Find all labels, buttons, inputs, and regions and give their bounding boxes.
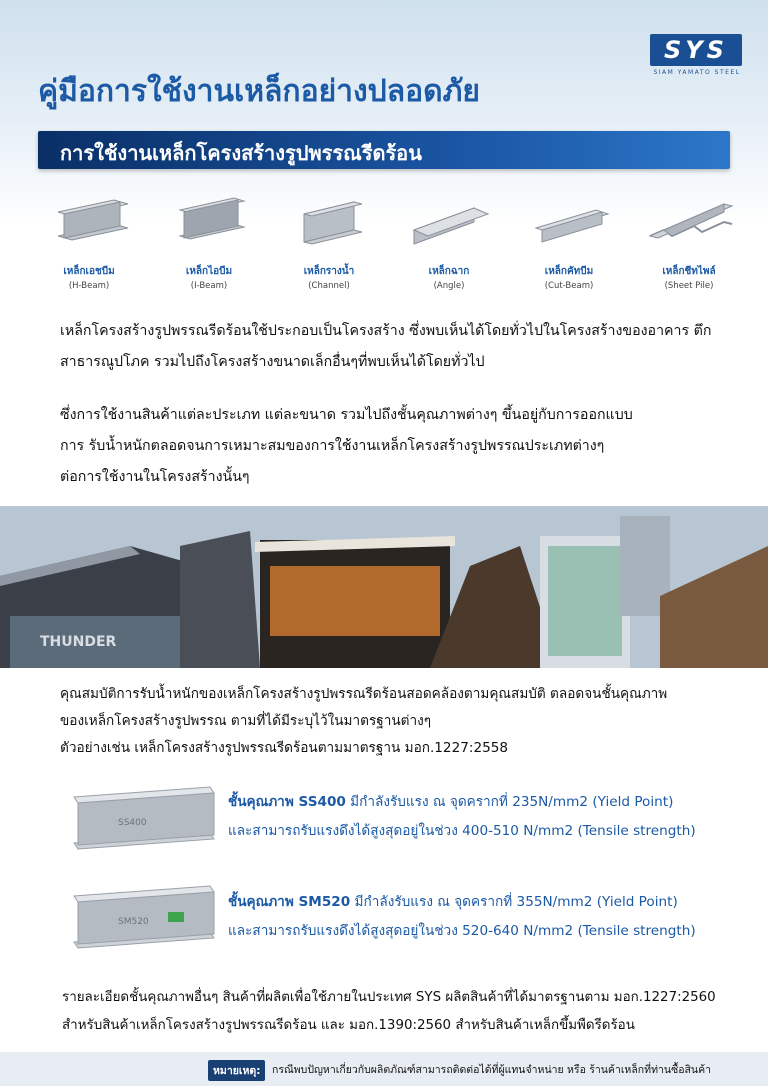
page-title: คู่มือการใช้งานเหล็กอย่างปลอดภัย bbox=[38, 74, 480, 109]
sheet-pile-icon bbox=[644, 190, 734, 250]
usage-line: ต่อการใช้งานในโครงสร้างนั้นๆ bbox=[60, 469, 250, 485]
buildings-illustration bbox=[0, 506, 768, 668]
intro-line: เหล็กโครงสร้างรูปพรรณรีดร้อนใช้ประกอบเป็นโครงสร้าง ซึ่งพบเห็นได้โดยทั่วไปในโครงสร้างของอาคาร ตึก bbox=[60, 323, 712, 339]
beam-stamp: SM520 bbox=[118, 917, 149, 927]
details-line: รายละเอียดชั้นคุณภาพอื่นๆ สินค้าที่ผลิตเพื่อใช้ภายในประเทศ SYS ผลิตสินค้าที่ได้มาตรฐานตาม มอก.1227:2560 bbox=[62, 990, 716, 1005]
grade-tensile-text: และสามารถรับแรงดึงได้สูงสุดอยู่ในช่วง 520-640 N/mm2 (Tensile strength) bbox=[228, 923, 696, 939]
product-cut-beam bbox=[510, 190, 628, 295]
grade-sm520 bbox=[228, 888, 696, 946]
logo-company-name: SIAM YAMATO STEEL bbox=[653, 69, 741, 76]
usage-line: ซึ่งการใช้งานสินค้าแต่ละประเภท แต่ละขนาด รวมไปถึงชั้นคุณภาพต่างๆ ขึ้นอยู่กับการออกแบบ bbox=[60, 407, 633, 423]
grade-tensile-text: และสามารถรับแรงดึงได้สูงสุดอยู่ในช่วง 400-510 N/mm2 (Tensile strength) bbox=[228, 823, 696, 839]
grade-line-1 bbox=[228, 788, 696, 817]
product-english-name: (Channel) bbox=[308, 281, 350, 291]
usage-line: การ รับน้ำหนักตลอดจนการเหมาะสมของการใช้งานเหล็กโครงสร้างรูปพรรณประเภทต่างๆ bbox=[60, 438, 605, 454]
product-name: เหล็กรางน้ำ bbox=[303, 266, 355, 277]
ss400-beam-image bbox=[70, 783, 216, 863]
sys-logo bbox=[650, 34, 744, 84]
usage-paragraph bbox=[60, 400, 633, 493]
intro-paragraph bbox=[60, 316, 711, 378]
details-paragraph bbox=[62, 984, 716, 1040]
grade-ss400 bbox=[228, 788, 696, 846]
product-english-name: (Angle) bbox=[433, 281, 465, 291]
product-channel bbox=[270, 190, 388, 295]
product-english-name: (Sheet Pile) bbox=[664, 281, 714, 291]
product-name: เหล็กฉาก bbox=[428, 266, 470, 277]
product-english-name: (Cut-Beam) bbox=[544, 281, 594, 291]
grade-label: ชั้นคุณภาพ SM520 bbox=[228, 894, 351, 910]
product-h-beam bbox=[30, 190, 148, 295]
product-name: เหล็กคัทบีม bbox=[544, 266, 594, 277]
standard-line: ของเหล็กโครงสร้างรูปพรรณ ตามที่ได้มีระบุไว้ในมาตรฐานต่างๆ bbox=[60, 713, 432, 729]
stadium-sign: THUNDER bbox=[40, 634, 117, 650]
grade-yield-text: มีกำลังรับแรง ณ จุดครากที่ 355N/mm2 (Yield Point) bbox=[350, 894, 678, 910]
product-name: เหล็กไอบีม bbox=[185, 266, 233, 277]
cut-beam-icon bbox=[524, 190, 614, 250]
footer-note bbox=[0, 1052, 768, 1086]
note-text: กรณีพบปัญหาเกี่ยวกับผลิตภัณฑ์สามารถติดต่อได้ที่ผู้แทนจำหน่าย หรือ ร้านค้าเหล็กที่ท่านซื้อสินค้า bbox=[272, 1064, 712, 1076]
logo-mark: SYS bbox=[650, 34, 742, 66]
section-banner bbox=[38, 131, 730, 169]
sm520-beam-image bbox=[70, 882, 216, 962]
note-tag: หมายเหตุ: bbox=[208, 1060, 265, 1081]
product-sheet-pile bbox=[630, 190, 748, 295]
grade-yield-text: มีกำลังรับแรง ณ จุดครากที่ 235N/mm2 (Yield Point) bbox=[345, 794, 674, 810]
standard-line: ตัวอย่างเช่น เหล็กโครงสร้างรูปพรรณรีดร้อนตามมาตรฐาน มอก.1227:2558 bbox=[60, 740, 509, 756]
channel-icon bbox=[284, 190, 374, 250]
angle-icon bbox=[404, 190, 494, 250]
section-banner-text: การใช้งานเหล็กโครงสร้างรูปพรรณรีดร้อน bbox=[60, 141, 422, 165]
product-english-name: (H-Beam) bbox=[68, 281, 110, 291]
grade-label: ชั้นคุณภาพ SS400 bbox=[228, 794, 346, 810]
product-i-beam bbox=[150, 190, 268, 295]
product-angle bbox=[390, 190, 508, 295]
buildings-photo bbox=[0, 506, 768, 668]
standard-line: คุณสมบัติการรับน้ำหนักของเหล็กโครงสร้างรูปพรรณรีดร้อนสอดคล้องตามคุณสมบัติ ตลอดจนชั้นคุณภาพ bbox=[60, 686, 668, 702]
beam-stamp: SS400 bbox=[118, 818, 147, 828]
product-name: เหล็กเอชบีม bbox=[63, 266, 115, 277]
product-name: เหล็กชีทไพล์ bbox=[662, 266, 716, 277]
standard-paragraph bbox=[60, 681, 667, 762]
product-row bbox=[30, 190, 745, 300]
details-line: สำหรับสินค้าเหล็กโครงสร้างรูปพรรณรีดร้อน และ มอก.1390:2560 สำหรับสินค้าเหล็กขึ้มพืดรีดร้อน bbox=[62, 1018, 635, 1033]
i-beam-icon bbox=[164, 190, 254, 250]
h-beam-icon bbox=[44, 190, 134, 250]
product-english-name: (I-Beam) bbox=[190, 281, 228, 291]
grade-line-1 bbox=[228, 888, 696, 917]
intro-line: สาธารณูปโภค รวมไปถึงโครงสร้างขนาดเล็กอื่นๆที่พบเห็นได้โดยทั่วไป bbox=[60, 354, 485, 370]
